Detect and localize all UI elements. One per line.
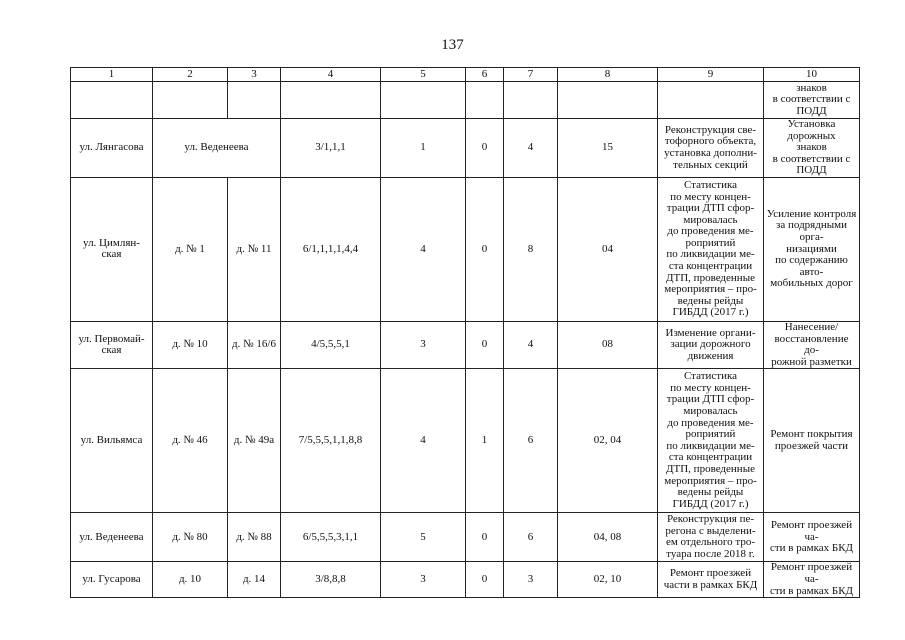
cell-to: д. № 49а: [228, 369, 281, 513]
table-row: [71, 82, 860, 119]
header-cell: 3: [228, 68, 281, 82]
cell-to: д. 14: [228, 562, 281, 598]
table-row: [71, 513, 860, 562]
cell-col5: 3: [381, 321, 466, 368]
cell-street: ул. Лянгасова: [71, 119, 153, 178]
cell-to: д. № 11: [228, 177, 281, 321]
data-table: [70, 67, 860, 598]
cell-col9: [658, 82, 764, 119]
cell-from: д. № 46: [153, 369, 228, 513]
cell-from: д. № 1: [153, 177, 228, 321]
cell-from: [153, 82, 228, 119]
cell-col8: 02, 04: [558, 369, 658, 513]
cell-col8: [558, 82, 658, 119]
cell-col7: 6: [504, 369, 558, 513]
table-row: [71, 177, 860, 321]
cell-to: [228, 82, 281, 119]
cell-col6: 0: [466, 177, 504, 321]
cell-col5: 1: [381, 119, 466, 178]
cell-col8: 08: [558, 321, 658, 368]
cell-col9: Статистика по месту концен- трации ДТП сфор- мировалась до проведения ме- роприятий по ликвидации ме- ста концентрации ДТП, проведенные мероприятия – про- ведены рейды ГИБДД (2017 г.): [658, 177, 764, 321]
header-cell: 1: [71, 68, 153, 82]
cell-col5: 4: [381, 369, 466, 513]
cell-col10: Ремонт покрытия проезжей части: [764, 369, 860, 513]
cell-street: ул. Вильямса: [71, 369, 153, 513]
cell-code: 3/8,8,8: [281, 562, 381, 598]
cell-code: 3/1,1,1: [281, 119, 381, 178]
cell-code: 6/5,5,5,3,1,1: [281, 513, 381, 562]
cell-col6: [466, 82, 504, 119]
cell-from-to: ул. Веденеева: [153, 119, 281, 178]
cell-col10: Нанесение/ восстановление до- рожной разметки: [764, 321, 860, 368]
cell-col8: 15: [558, 119, 658, 178]
cell-col5: 5: [381, 513, 466, 562]
cell-col8: 02, 10: [558, 562, 658, 598]
cell-col7: 8: [504, 177, 558, 321]
cell-street: ул. Веденеева: [71, 513, 153, 562]
header-cell: 10: [764, 68, 860, 82]
header-cell: 7: [504, 68, 558, 82]
header-cell: 4: [281, 68, 381, 82]
cell-col6: 0: [466, 562, 504, 598]
cell-street: ул. Гусарова: [71, 562, 153, 598]
table-row: [71, 369, 860, 513]
cell-street: ул. Цимлян- ская: [71, 177, 153, 321]
cell-col9: Реконструкция све- тофорного объекта, установка дополни- тельных секций: [658, 119, 764, 178]
cell-col6: 0: [466, 321, 504, 368]
header-cell: 6: [466, 68, 504, 82]
cell-code: 4/5,5,5,1: [281, 321, 381, 368]
cell-street: [71, 82, 153, 119]
cell-code: 7/5,5,5,1,1,8,8: [281, 369, 381, 513]
cell-col6: 1: [466, 369, 504, 513]
cell-col10: Усиление контроля за подрядными орга- низациями по содержанию авто- мобильных дорог: [764, 177, 860, 321]
cell-code: [281, 82, 381, 119]
table-row: [71, 562, 860, 598]
cell-col10: Установка дорожных знаков в соответствии с ПОДД: [764, 119, 860, 178]
cell-col7: 3: [504, 562, 558, 598]
cell-col7: 6: [504, 513, 558, 562]
table-row: [71, 119, 860, 178]
cell-col10: Ремонт проезжей ча- сти в рамках БКД: [764, 513, 860, 562]
header-cell: 2: [153, 68, 228, 82]
cell-col9: Ремонт проезжей части в рамках БКД: [658, 562, 764, 598]
cell-col7: [504, 82, 558, 119]
table-row: [71, 321, 860, 368]
cell-col9: Статистика по месту концен- трации ДТП сфор- мировалась до проведения ме- роприятий по ликвидации ме- ста концентрации ДТП, проведенные мероприятия – про- ведены рейды ГИБДД (2017 г.): [658, 369, 764, 513]
cell-col10: Ремонт проезжей ча- сти в рамках БКД: [764, 562, 860, 598]
cell-col8: 04: [558, 177, 658, 321]
cell-col9: Изменение органи- зации дорожного движения: [658, 321, 764, 368]
cell-from: д. № 10: [153, 321, 228, 368]
cell-from: д. 10: [153, 562, 228, 598]
header-cell: 9: [658, 68, 764, 82]
cell-col8: 04, 08: [558, 513, 658, 562]
cell-col6: 0: [466, 513, 504, 562]
cell-col7: 4: [504, 119, 558, 178]
cell-to: д. № 16/6: [228, 321, 281, 368]
cell-col7: 4: [504, 321, 558, 368]
cell-col9: Реконструкция пе- регона с выделени- ем отдельного тро- туара после 2018 г.: [658, 513, 764, 562]
header-row: [71, 68, 860, 82]
cell-to: д. № 88: [228, 513, 281, 562]
page-number: 137: [441, 37, 464, 53]
header-cell: 8: [558, 68, 658, 82]
cell-col5: 4: [381, 177, 466, 321]
cell-street: ул. Первомай- ская: [71, 321, 153, 368]
cell-col5: 3: [381, 562, 466, 598]
cell-code: 6/1,1,1,1,4,4: [281, 177, 381, 321]
cell-col5: [381, 82, 466, 119]
header-cell: 5: [381, 68, 466, 82]
cell-from: д. № 80: [153, 513, 228, 562]
cell-col10: знаков в соответствии с ПОДД: [764, 82, 860, 119]
cell-col6: 0: [466, 119, 504, 178]
